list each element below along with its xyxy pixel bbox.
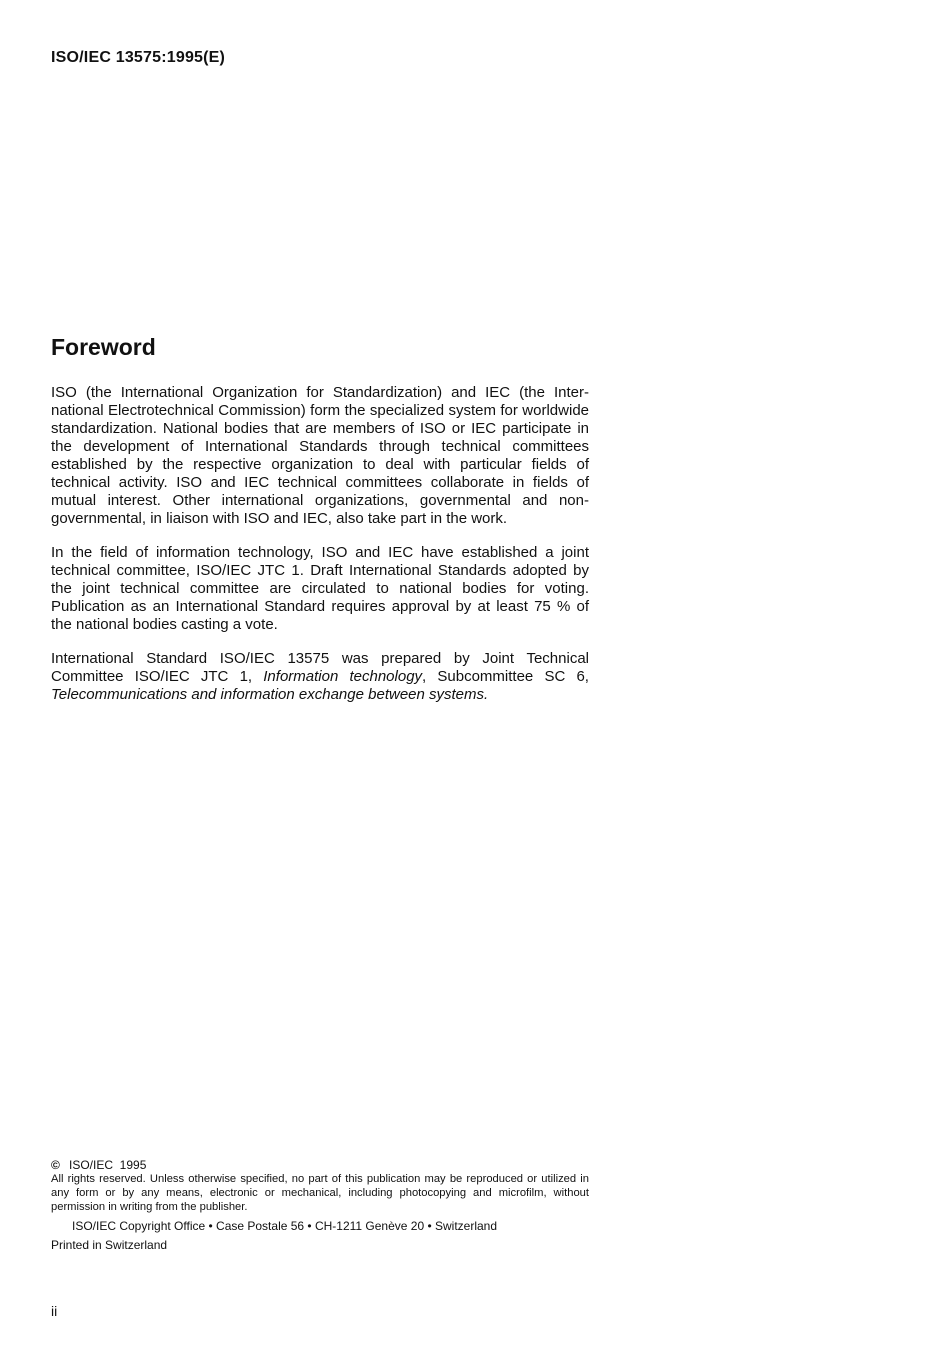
foreword-paragraph-3 [51,650,589,704]
p3-text-1: International Standard ISO/IEC 13575 was prepared by Joint Technical Committee ISO/IEC JTC 1, [51,650,589,685]
copyright-block [51,1158,589,1252]
foreword-title: Foreword [51,334,156,360]
rights-statement: All rights reserved. Unless otherwise specified, no part of this publication may be reproduced or utilized in any form or by any means, electronic or mechanical, including photocopying and microfilm, without permission in writing from the publisher. [51,1173,589,1213]
copyright-office-address: ISO/IEC Copyright Office • Case Postale 56 • CH-1211 Genève 20 • Switzerland [72,1219,498,1233]
printed-in: Printed in Switzerland [51,1238,168,1252]
p3-italic-1: Information technology [263,668,423,685]
page-number: ii [51,1303,58,1319]
copyright-symbol: © [51,1158,60,1172]
copyright-owner-year: ISO/IEC 1995 [69,1158,147,1172]
p3-italic-2: Telecommunications and information exchange between systems. [51,686,489,703]
foreword-paragraph-2: In the field of information technology, ISO and IEC have established a joint technical committee, ISO/IEC JTC 1. Draft International Standards adopted by the joint technical committee are circulated to national bodies for voting. Publication as an International Standard requires approval by at least 75 % of the national bodies casting a vote. [51,544,589,633]
foreword-paragraph-1: ISO (the International Organization for Standardization) and IEC (the International Electrotechnical Commission) form the specialized system for worldwide standardization. National bodies that are members of ISO or IEC participate in the development of International Standards through technical committees established by the respective organization to deal with particular fields of technical activity. ISO and IEC technical committees collaborate in fields of mutual interest. Other international organizations, governmental and non-governmental, in liaison with ISO and IEC, also take part in the work. [51,384,589,527]
p3-text-2: , Subcommittee SC 6, [422,668,589,685]
foreword-body [51,384,589,720]
copyright-line [51,1158,589,1172]
document-id-header: ISO/IEC 13575:1995(E) [51,49,226,66]
